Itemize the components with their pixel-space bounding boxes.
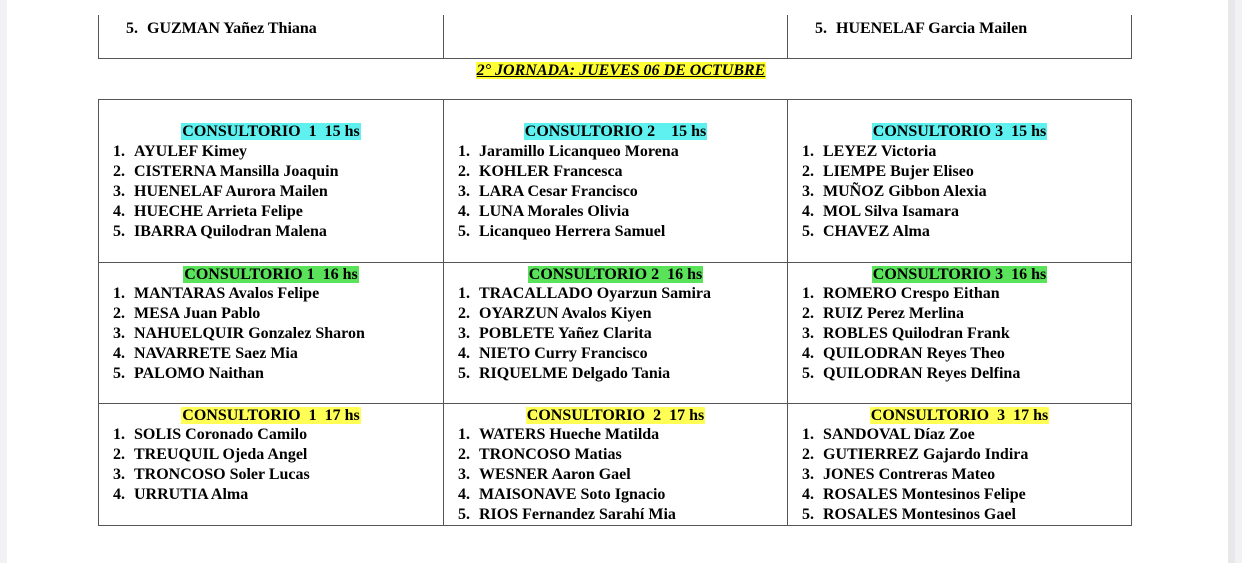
list-item [788,425,1028,445]
list-item [444,465,676,485]
previous-schedule-table [98,15,1132,59]
item-number: 1. [458,285,470,302]
list-item [99,485,310,505]
item-number: 1. [802,143,814,160]
list-item [444,344,711,364]
item-number: 1. [802,426,814,443]
consultorio-cell [788,263,1131,404]
patient-name: MAISONAVE Soto Ignacio [479,486,666,503]
patient-name: SANDOVAL Díaz Zoe [823,426,975,443]
item-number: 4. [458,345,470,362]
list-item [788,142,987,162]
list-item [99,142,339,162]
consultorio-cell [788,404,1131,525]
list-item [99,162,339,182]
consultorio-title: CONSULTORIO 3 16 hs [872,266,1047,283]
list-item [99,222,339,242]
list-item [788,364,1020,384]
patient-name: ROSALES Montesinos Gael [823,506,1016,523]
consultorio-header [99,265,443,284]
patient-name: PALOMO Naithan [134,365,264,382]
list-item [788,304,1020,324]
consultorio-header [788,265,1131,284]
list-item [444,485,676,505]
previous-cell-2 [444,15,788,58]
patient-name: RIQUELME Delgado Tania [479,365,671,382]
item-number: 5. [113,223,125,240]
item-number: 2. [113,305,125,322]
list-item [788,324,1020,344]
patient-list [444,142,679,242]
item-number: 1. [802,285,814,302]
item-number: 5. [458,365,470,382]
consultorio-cell [444,263,788,404]
item-number: 5. [815,20,827,37]
list-item [444,304,711,324]
patient-name: GUZMAN Yañez Thiana [147,20,317,37]
item-number: 5. [802,223,814,240]
patient-list [99,142,339,242]
list-item [788,505,1028,525]
list-item [99,344,365,364]
item-number: 5. [458,506,470,523]
item-number: 4. [802,486,814,503]
item-number: 3. [458,466,470,483]
consultorio-title: CONSULTORIO 2 16 hs [528,266,703,283]
patient-name: RUIZ Perez Merlina [823,305,964,322]
item-number: 5. [458,223,470,240]
item-number: 2. [802,305,814,322]
item-number: 3. [113,325,125,342]
item-number: 2. [458,163,470,180]
list-item [444,202,679,222]
item-number: 3. [802,325,814,342]
item-number: 2. [802,446,814,463]
patient-name: MOL Silva Isamara [823,203,960,220]
patient-name: URRUTIA Alma [134,486,249,503]
item-number: 5. [802,506,814,523]
patient-name: WATERS Hueche Matilda [479,426,660,443]
consultorio-header [788,406,1131,425]
item-number: 1. [113,143,125,160]
patient-name: TRONCOSO Soler Lucas [134,466,310,483]
list-item [99,425,310,445]
patient-name: AYULEF Kimey [134,143,248,160]
consultorio-cell [444,100,788,263]
consultorio-title: CONSULTORIO 1 16 hs [184,266,358,283]
patient-name: MUÑOZ Gibbon Alexia [823,183,987,200]
consultorio-title: CONSULTORIO 3 17 hs [870,407,1049,424]
consultorio-schedule-grid [98,99,1132,526]
consultorio-cell [444,404,788,525]
consultorio-title: CONSULTORIO 1 15 hs [182,123,360,140]
patient-name: ROBLES Quilodran Frank [823,325,1010,342]
list-item [788,202,987,222]
page-edge [1228,0,1235,563]
document-page [7,0,1235,563]
item-number: 1. [113,285,125,302]
patient-name: LIEMPE Bujer Eliseo [823,163,974,180]
patient-name: POBLETE Yañez Clarita [479,325,652,342]
list-item [444,284,711,304]
item-number: 4. [113,203,125,220]
patient-name: OYARZUN Avalos Kiyen [479,305,652,322]
list-item [112,19,317,39]
patient-name: CISTERNA Mansilla Joaquin [134,163,339,180]
consultorio-header [444,265,787,284]
patient-name: RIOS Fernandez Sarahí Mia [479,506,676,523]
previous-cell-1 [99,15,444,58]
list-item [99,445,310,465]
list-item [444,425,676,445]
item-number: 2. [458,446,470,463]
item-number: 4. [113,486,125,503]
item-number: 2. [458,305,470,322]
patient-name: KOHLER Francesca [479,163,623,180]
item-number: 3. [802,183,814,200]
consultorio-title: CONSULTORIO 3 15 hs [872,123,1047,140]
patient-name: GUTIERREZ Gajardo Indira [823,446,1029,463]
item-number: 5. [113,365,125,382]
list-item [99,182,339,202]
patient-list [444,425,676,525]
patient-name: HUENELAF Garcia Mailen [836,20,1028,37]
list-item [788,344,1020,364]
consultorio-cell [99,404,444,525]
jornada-title: 2° JORNADA: JUEVES 06 DE OCTUBRE [476,62,766,79]
list-item [788,182,987,202]
item-number: 4. [802,345,814,362]
item-number: 3. [113,466,125,483]
patient-name: ROSALES Montesinos Felipe [823,486,1026,503]
patient-name: JONES Contreras Mateo [823,466,996,483]
patient-list [788,425,1028,525]
patient-name: TRONCOSO Matias [479,446,622,463]
item-number: 4. [113,345,125,362]
patient-list [99,284,365,384]
patient-list [788,284,1020,384]
consultorio-cell [788,100,1131,263]
jornada-heading [7,61,1235,81]
list-item [788,162,987,182]
list-item [788,284,1020,304]
item-number: 3. [458,183,470,200]
item-number: 5. [126,20,138,37]
patient-name: NAVARRETE Saez Mia [134,345,298,362]
consultorio-title: CONSULTORIO 2 15 hs [524,123,707,140]
list-item [444,445,676,465]
item-number: 1. [113,426,125,443]
item-number: 2. [113,163,125,180]
consultorio-title: CONSULTORIO 1 17 hs [182,407,360,424]
item-number: 4. [458,203,470,220]
consultorio-header [788,122,1131,141]
patient-list [788,142,987,242]
list-item [444,142,679,162]
list-item [99,465,310,485]
list-item [444,162,679,182]
patient-name: CHAVEZ Alma [823,223,930,240]
patient-name: HUECHE Arrieta Felipe [134,203,303,220]
list-item [444,182,679,202]
list-item [444,324,711,344]
previous-cell-3 [788,15,1131,58]
list-item [788,485,1028,505]
patient-name: MESA Juan Pablo [134,305,261,322]
list-item [99,284,365,304]
list-item [444,505,676,525]
patient-name: TREUQUIL Ojeda Angel [134,446,308,463]
item-number: 4. [802,203,814,220]
consultorio-header [444,406,787,425]
list-item [99,324,365,344]
item-number: 2. [802,163,814,180]
patient-name: QUILODRAN Reyes Delfina [823,365,1021,382]
patient-name: Jaramillo Licanqueo Morena [479,143,679,160]
list-item [788,445,1028,465]
item-number: 3. [802,466,814,483]
consultorio-cell [99,263,444,404]
consultorio-header [99,122,443,141]
list-item [99,202,339,222]
list-item [788,222,987,242]
patient-name: HUENELAF Aurora Mailen [134,183,328,200]
item-number: 4. [458,486,470,503]
patient-name: MANTARAS Avalos Felipe [134,285,320,302]
patient-name: ROMERO Crespo Eithan [823,285,1000,302]
list-item [444,222,679,242]
item-number: 3. [113,183,125,200]
consultorio-title: CONSULTORIO 2 17 hs [526,407,705,424]
item-number: 3. [458,325,470,342]
list-item [801,19,1027,39]
patient-name: IBARRA Quilodran Malena [134,223,327,240]
patient-name: LUNA Morales Olivia [479,203,630,220]
consultorio-cell [99,100,444,263]
consultorio-header [99,406,443,425]
patient-name: SOLIS Coronado Camilo [134,426,308,443]
patient-name: WESNER Aaron Gael [479,466,631,483]
list-item [444,364,711,384]
patient-list [444,284,711,384]
list-item [99,304,365,324]
item-number: 5. [802,365,814,382]
item-number: 1. [458,143,470,160]
consultorio-header [444,122,787,141]
list-item [788,465,1028,485]
item-number: 1. [458,426,470,443]
patient-name: NIETO Curry Francisco [479,345,648,362]
patient-list [99,425,310,505]
patient-name: LEYEZ Victoria [823,143,937,160]
patient-name: TRACALLADO Oyarzun Samira [479,285,712,302]
patient-name: Licanqueo Herrera Samuel [479,223,666,240]
list-item [99,364,365,384]
patient-name: QUILODRAN Reyes Theo [823,345,1005,362]
patient-name: NAHUELQUIR Gonzalez Sharon [134,325,365,342]
item-number: 2. [113,446,125,463]
patient-name: LARA Cesar Francisco [479,183,638,200]
